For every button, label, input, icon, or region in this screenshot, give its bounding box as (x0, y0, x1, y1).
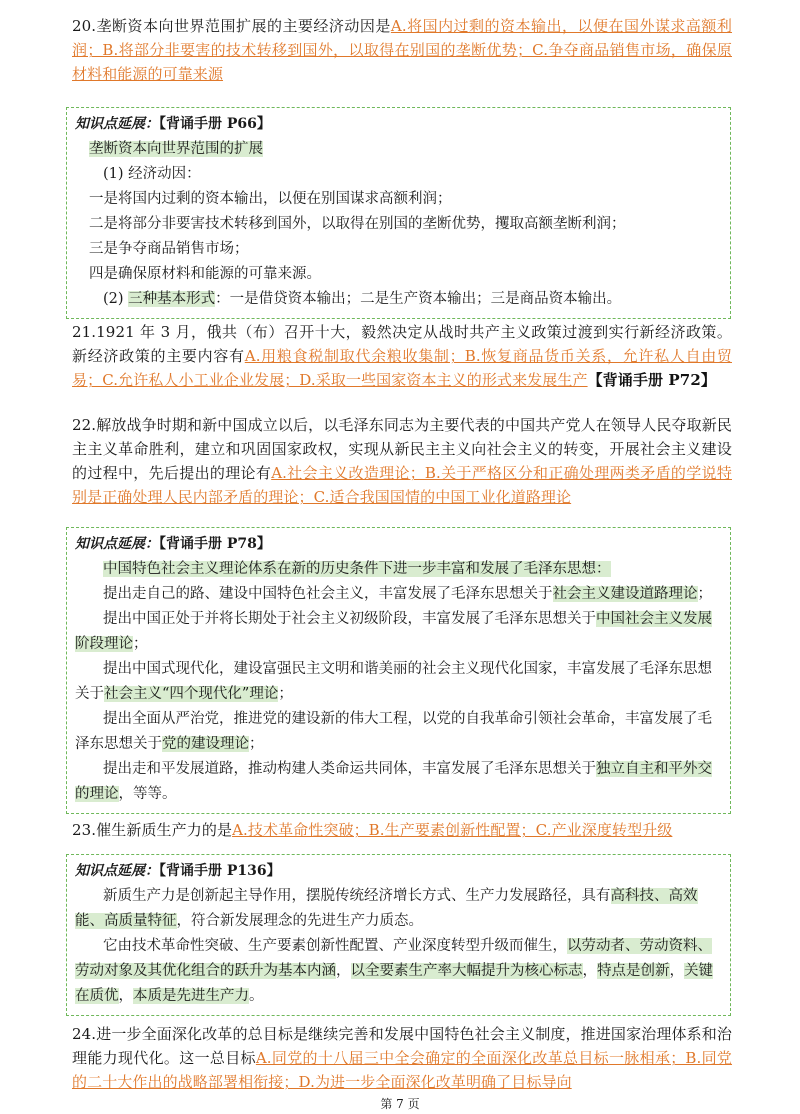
question-24 (72, 1022, 732, 1094)
question-stem: 20.垄断资本向世界范围扩展的主要经济动因是 (72, 17, 391, 35)
knowledge-box-1 (66, 107, 731, 319)
box-line: 三是争夺商品销售市场； (89, 241, 249, 257)
box-header (75, 859, 722, 884)
box-label: 知识点延展： (75, 536, 159, 552)
box-para: 提出走自己的路、建设中国特色社会主义，丰富发展了毛泽东思想关于社会主义建设道路理论； (103, 586, 712, 602)
box-label: 知识点延展： (75, 116, 159, 132)
knowledge-box-2 (66, 527, 731, 814)
box-ref: 【背诵手册 P66】 (159, 116, 271, 132)
box-para: 提出走和平发展道路，推动构建人类命运共同体，丰富发展了毛泽东思想关于独立自主和平外交的理论，等等。 (75, 761, 712, 802)
ref-tag: 【背诵手册 P72】 (587, 371, 716, 389)
box-line: 四是确保原材料和能源的可靠来源。 (89, 266, 321, 282)
page-number: 第 7 页 (380, 1097, 420, 1111)
box-ref: 【背诵手册 P78】 (159, 536, 271, 552)
box-para: 提出全面从严治党，推进党的建设新的伟大工程，以党的自我革命引领社会革命，丰富发展了毛泽东思想关于党的建设理论； (75, 711, 712, 752)
question-stem: 21.1921 年 3 月，俄共（布）召开十大，毅然决定从战时共产主义政策过渡到实行新经济政策。新经济政策的主要内容有 (72, 323, 732, 365)
box-title: 垄断资本向世界范围的扩展 (89, 141, 263, 157)
box-title: 中国特色社会主义理论体系在新的历史条件下进一步丰富和发展了毛泽东思想： (103, 561, 611, 577)
question-22 (72, 413, 732, 509)
box-line: 二是将部分非要害技术转移到国外，以取得在别国的垄断优势，攫取高额垄断利润； (89, 216, 626, 232)
box-header (75, 532, 722, 557)
box-header (75, 112, 722, 137)
box-line: (1) 经济动因： (103, 166, 201, 182)
box-para: 它由技术革命性突破、生产要素创新性配置、产业深度转型升级而催生，以劳动者、劳动资料、劳动对象及其优化组合的跃升为基本内涵，以全要素生产率大幅提升为核心标志，特点是创新，关键在质优，本质是先进生产力。 (75, 938, 713, 1004)
box-para: 新质生产力是创新起主导作用，摆脱传统经济增长方式、生产力发展路径，具有高科技、高效能、高质量特征，符合新发展理念的先进生产力质态。 (75, 888, 698, 929)
box-ref: 【背诵手册 P136】 (159, 863, 281, 879)
box-para: 提出中国式现代化，建设富强民主文明和谐美丽的社会主义现代化国家，丰富发展了毛泽东思想关于社会主义“四个现代化”理论； (75, 661, 712, 702)
answer-text: A.用粮食税制取代余粮收集制；B.恢复商品货币关系，允许私人自由贸易；C.允许私人小工业企业发展；D.采取一些国家资本主义的形式来发展生产 (72, 347, 732, 389)
question-21 (72, 320, 732, 392)
box-label: 知识点延展： (75, 863, 159, 879)
box-line: 一是将国内过剩的资本输出，以便在别国谋求高额利润； (89, 191, 452, 207)
question-stem: 22.解放战争时期和新中国成立以后，以毛泽东同志为主要代表的中国共产党人在领导人民夺取新民主主义革命胜利，建立和巩固国家政权，实现从新民主主义向社会主义的转变，开展社会主义建设的过程中，先后提出的理论有 (72, 416, 732, 482)
question-stem: 24.进一步全面深化改革的总目标是继续完善和发展中国特色社会主义制度，推进国家治理体系和治理能力现代化。这一总目标 (72, 1025, 732, 1067)
answer-text: A.技术革命性突破；B.生产要素创新性配置；C.产业深度转型升级 (232, 821, 673, 839)
answer-text: A.同党的十八届三中全会确定的全面深化改革总目标一脉相承；B.同党的二十大作出的战略部署相衔接；D.为进一步全面深化改革明确了目标导向 (72, 1049, 733, 1091)
question-20 (72, 14, 732, 86)
answer-text: A.将国内过剩的资本输出，以便在国外谋求高额利润；B.将部分非要害的技术转移到国外，以取得在别国的垄断优势；C.争夺商品销售市场，确保原材料和能源的可靠来源 (72, 17, 733, 83)
question-23 (72, 818, 732, 842)
answer-text: A.社会主义改造理论；B.关于严格区分和正确处理两类矛盾的学说特别是正确处理人民内部矛盾的理论；C.适合我国国情的中国工业化道路理论 (72, 464, 732, 506)
knowledge-box-3 (66, 854, 731, 1016)
box-para: 提出中国正处于并将长期处于社会主义初级阶段，丰富发展了毛泽东思想关于中国社会主义发展阶段理论； (75, 611, 712, 652)
question-stem: 23.催生新质生产力的是 (72, 821, 233, 839)
box-line: (2) 三种基本形式：一是借贷资本输出；二是生产资本输出；三是商品资本输出。 (103, 291, 622, 307)
